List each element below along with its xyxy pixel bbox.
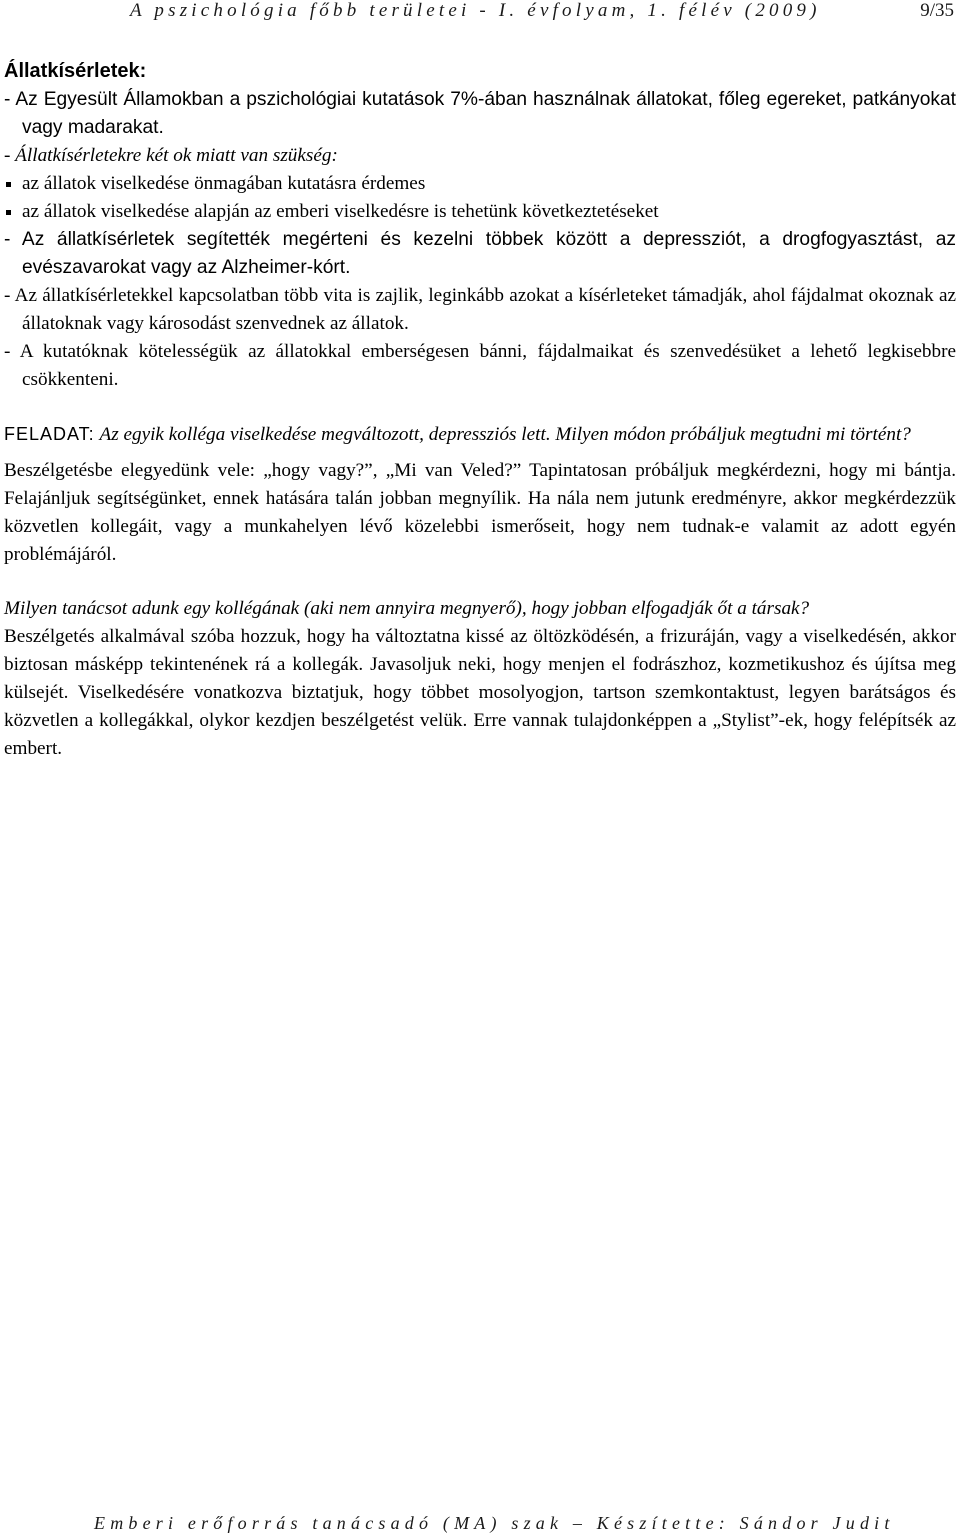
paragraph-duty: - A kutatóknak kötelességük az állatokkal emberségesen bánni, fájdalmaikat és szenvedésüket a lehető legkisebbre csökkenteni.	[4, 341, 956, 390]
bullet-square-icon	[6, 210, 11, 215]
task-question-2: Milyen tanácsot adunk egy kollégának (aki nem annyira megnyerő), hogy jobban elfogadják őt a társak?	[4, 598, 810, 619]
spacer	[4, 394, 956, 420]
bullet-square-icon	[6, 182, 11, 187]
spacer	[4, 449, 956, 457]
paragraph-findings: - Az állatkísérletek segítették megérteni és kezelni többek között a depressziót, a drogfogyasztást, az evészavarokat vagy az Alzheimer-kórt.	[4, 229, 956, 278]
paragraph-debate: - Az állatkísérletekkel kapcsolatban több vita is zajlik, leginkább azokat a kísérleteket támadják, ahol fájdalmat okoznak az állatoknak vagy károsodást szenvednek az állatok.	[4, 285, 956, 334]
task-label: FELADAT:	[4, 424, 95, 444]
spacer	[4, 569, 956, 595]
running-header: A pszichológia főbb területei - I. évfolyam, 1. félév (2009)	[130, 0, 821, 21]
section-heading: Állatkísérletek:	[4, 60, 147, 82]
task-answer: Beszélgetésbe elegyedünk vele: „hogy vagy?”, „Mi van Veled?” Tapintatosan próbáljuk megkérdezni, hogy mi bántja. Felajánljuk segítségünket, ennek hatására talán jobban megnyílik. Ha nála nem jutunk eredményre, akkor megkérdezzük közvetlen kollegáit, vagy a munkahelyen lévő közelebbi ismerőseit, hogy nem tudnak-e valamit az adott egyén problémájáról.	[4, 460, 956, 565]
task-question	[4, 420, 956, 449]
running-footer: Emberi erőforrás tanácsadó (MA) szak – Készítette: Sándor Judit	[94, 1513, 895, 1533]
page-number: 9/35	[920, 0, 954, 21]
bullet-text: az állatok viselkedése önmagában kutatásra érdemes	[22, 173, 426, 194]
task-answer-2: Beszélgetés alkalmával szóba hozzuk, hogy ha változtatna kissé az öltözködésén, a frizuráján, vagy a viselkedésén, akkor biztosan másképp tekintenének rá a kollegák. Javasoljuk neki, hogy menjen el fodrászhoz, kozmetikushoz és újítsa meg külsejét. Viselkedésére vonatkozva biztatjuk, hogy többet mosolyogjon, tartson szemkontaktust, legyen barátságos és közvetlen a kollegákkal, olykor kezdjen beszélgetést velük. Erre vannak tulajdonképpen a „Stylist”-ek, hogy felépítsék az embert.	[4, 626, 956, 759]
page-content	[4, 56, 956, 763]
bullet-item	[4, 198, 956, 226]
bullet-item	[4, 170, 956, 198]
paragraph-reasons-intro: - Állatkísérletekre két ok miatt van szükség:	[4, 145, 338, 166]
bullet-text: az állatok viselkedése alapján az emberi viselkedésre is tehetünk következtetéseket	[22, 201, 659, 222]
task-question-text: Az egyik kolléga viselkedése megváltozott, depressziós lett. Milyen módon próbáljuk megtudni mi történt?	[99, 424, 911, 445]
paragraph-statistics: - Az Egyesült Államokban a pszichológiai kutatások 7%-ában használnak állatokat, főleg egereket, patkányokat vagy madarakat.	[4, 89, 956, 138]
